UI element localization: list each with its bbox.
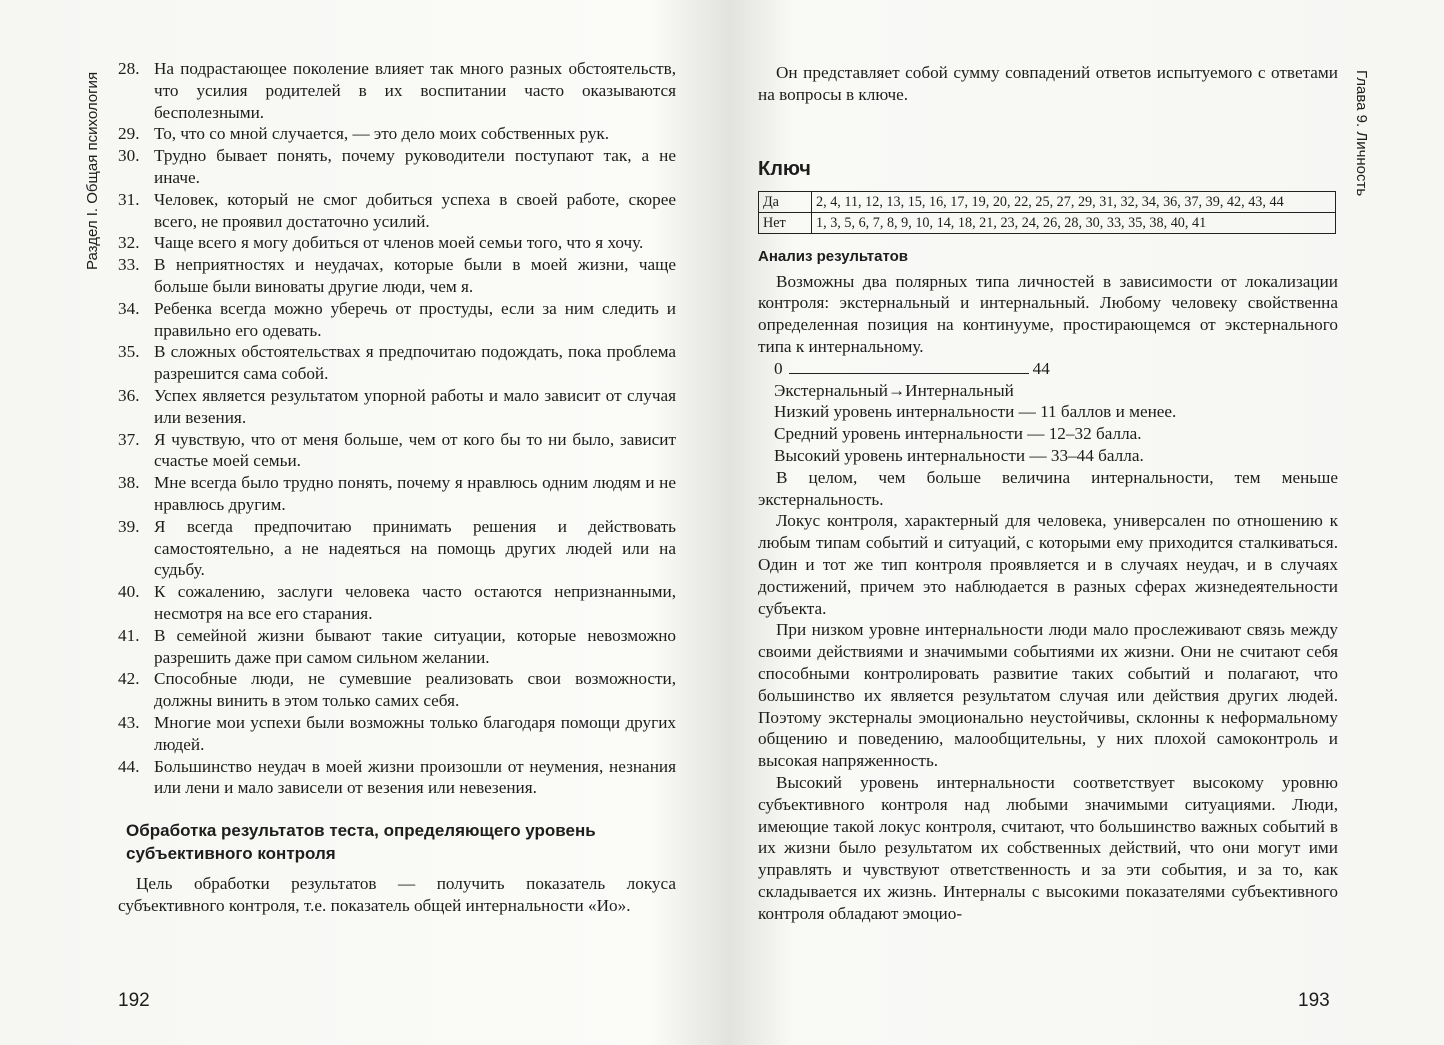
paragraph: Высокий уровень интернальности соответствует высокому уровню субъективного контроля над любыми значимыми ситуациями. Люди, имеющие такой локус контроля, считают, что большинство важных событий в их жизни было результатом их собственных действий, что они могут ими управлять и чувствуют ответственность и за эти события, и за то, как складывается их жизнь. Интерналы с высокими показателями субъективного контроля обладают эмоцио- bbox=[758, 772, 1338, 923]
key-label: Нет bbox=[759, 212, 812, 233]
paragraph: В целом, чем больше величина интернальности, тем меньше экстернальность. bbox=[758, 467, 1338, 509]
question-list bbox=[118, 58, 676, 799]
scale-line bbox=[789, 361, 1029, 374]
running-head-text: Глава 9. Личность bbox=[1353, 70, 1370, 197]
page-number: 192 bbox=[118, 990, 150, 1011]
question-item bbox=[118, 581, 676, 625]
question-number: 39. bbox=[118, 516, 140, 536]
left-text-column bbox=[118, 58, 676, 917]
question-item bbox=[118, 254, 676, 298]
question-number: 28. bbox=[118, 59, 140, 78]
question-number: 30. bbox=[118, 146, 140, 166]
question-number: 37. bbox=[118, 429, 140, 449]
question-number: 36. bbox=[118, 385, 140, 405]
analysis-intro: Возможны два полярных типа личностей в зависимости от локализации контроля: экстернальный и интернальный. Любому человеку свойственна определенная позиция на континууме, простирающемся от экстернального типа к интернальному. bbox=[758, 271, 1338, 356]
processing-paragraph: Цель обработки результатов — получить показатель локуса субъективного контроля, т.е. показатель общей интернальности «Ио». bbox=[118, 874, 676, 915]
paragraph: Локус контроля, характерный для человека, универсален по отношению к любым типам событий и ситуаций, с которыми ему приходится сталкиваться. Один и тот же тип контроля проявляется и в случаях неудач, и в случаях достижений, причем это наблюдается в разных сферах жизнедеятельности субъекта. bbox=[758, 511, 1338, 618]
question-item bbox=[118, 189, 676, 233]
key-label: Да bbox=[759, 191, 812, 212]
question-number: 38. bbox=[118, 473, 140, 493]
question-text: В неприятностях и неудачах, которые были в моей жизни, чаще больше были виноваты другие люди, чем я. bbox=[154, 255, 676, 296]
question-text: К сожалению, заслуги человека часто остаются непризнанными, несмотря на все его старания. bbox=[154, 582, 676, 623]
question-text: Трудно бывает понять, почему руководители поступают так, а не иначе. bbox=[154, 146, 676, 187]
question-item bbox=[118, 385, 676, 429]
intro-paragraph: Он представляет собой сумму совпадений ответов испытуемого с ответами на вопросы в ключе. bbox=[758, 63, 1338, 104]
level-low: Низкий уровень интернальности — 11 баллов и менее. bbox=[774, 402, 1177, 422]
key-row-yes bbox=[759, 191, 1336, 212]
question-item bbox=[118, 429, 676, 473]
question-number: 33. bbox=[118, 255, 140, 275]
question-number: 31. bbox=[118, 189, 140, 209]
question-item bbox=[118, 145, 676, 189]
page-number: 193 bbox=[1298, 990, 1330, 1011]
level-high: Высокий уровень интернальности — 33–44 балла. bbox=[774, 445, 1144, 465]
question-item bbox=[118, 756, 676, 800]
question-number: 42. bbox=[118, 669, 140, 689]
question-text: Успех является результатом упорной работы и мало зависит от случая или везения. bbox=[154, 385, 676, 427]
question-text: В сложных обстоятельствах я предпочитаю подождать, пока проблема разрешится сама собой. bbox=[154, 342, 676, 384]
question-text: Мне всегда было трудно понять, почему я нравлюсь одним людям и не нравлюсь другим. bbox=[154, 473, 676, 514]
question-text: В семейной жизни бывают такие ситуации, которые невозможно разрешить даже при самом сильном желании. bbox=[154, 625, 676, 667]
question-item bbox=[118, 232, 676, 254]
question-text: Способные люди, не сумевшие реализовать свои возможности, должны винить в этом только самих себя. bbox=[154, 669, 676, 711]
scale-caption: Экстернальный→Интернальный bbox=[774, 380, 1014, 400]
question-number: 35. bbox=[118, 342, 140, 362]
question-text: Я чувствую, что от меня больше, чем от кого бы то ни было, зависит счастье моей семьи. bbox=[154, 429, 676, 471]
processing-heading: Обработка результатов теста, определяющего уровень субъективного контроля bbox=[126, 821, 596, 864]
question-item bbox=[118, 516, 676, 581]
question-text: Я всегда предпочитаю принимать решения и действовать самостоятельно, а не надеяться на помощь других людей или на судьбу. bbox=[154, 516, 676, 580]
key-row-no bbox=[759, 212, 1336, 233]
level-mid: Средний уровень интернальности — 12–32 балла. bbox=[774, 424, 1142, 444]
question-text: Большинство неудач в моей жизни произошли от неумения, незнания или лени и мало зависели от везения или невезения. bbox=[154, 756, 676, 798]
question-item bbox=[118, 341, 676, 385]
question-text: Ребенка всегда можно уберечь от простуды, если за ним следить и правильно его одевать. bbox=[154, 298, 676, 340]
question-text: На подрастающее поколение влияет так много разных обстоятельств, что усилия родителей в их воспитании часто оказываются бесполезными. bbox=[154, 59, 676, 122]
question-text: Чаще всего я могу добиться от членов моей семьи того, что я хочу. bbox=[154, 233, 644, 253]
question-item bbox=[118, 712, 676, 756]
question-text: Человек, который не смог добиться успеха в своей работе, скорее всего, не проявил достаточно усилий. bbox=[154, 189, 676, 231]
question-number: 44. bbox=[118, 756, 140, 776]
question-number: 32. bbox=[118, 233, 140, 253]
question-number: 41. bbox=[118, 625, 140, 645]
question-item bbox=[118, 668, 676, 712]
scale-min: 0 bbox=[774, 358, 783, 378]
analysis-heading: Анализ результатов bbox=[758, 247, 908, 265]
question-item bbox=[118, 472, 676, 516]
key-values: 2, 4, 11, 12, 13, 15, 16, 17, 19, 20, 22, 25, 27, 29, 31, 32, 34, 36, 37, 39, 42, 43, 44 bbox=[812, 191, 1336, 212]
right-page bbox=[722, 0, 1444, 1045]
question-number: 43. bbox=[118, 712, 140, 732]
question-item bbox=[118, 625, 676, 669]
question-item bbox=[118, 298, 676, 342]
key-table bbox=[758, 191, 1336, 234]
question-number: 34. bbox=[118, 298, 140, 318]
question-number: 40. bbox=[118, 582, 140, 602]
key-values: 1, 3, 5, 6, 7, 8, 9, 10, 14, 18, 21, 23, 24, 26, 28, 30, 33, 35, 38, 40, 41 bbox=[812, 212, 1336, 233]
question-number: 29. bbox=[118, 124, 140, 144]
running-head-text: Раздел I. Общая психология bbox=[84, 71, 101, 270]
question-text: То, что со мной случается, — это дело моих собственных рук. bbox=[154, 124, 610, 144]
question-text: Многие мои успехи были возможны только благодаря помощи других людей. bbox=[154, 712, 676, 754]
right-text-column bbox=[758, 62, 1338, 925]
key-heading: Ключ bbox=[758, 157, 811, 180]
question-item bbox=[118, 123, 676, 145]
scale-line-row bbox=[774, 358, 1338, 380]
paragraph: При низком уровне интернальности люди мало прослеживают связь между своими действиями и значимыми событиями их жизни. Они не считают себя способными контролировать развитие таких событий и полагают, что большинство их является результатом случая или действия других людей. Поэтому экстерналы эмоционально неустойчивы, склонны к неформальному общению и поведению, малообщительны, у них плохой самоконтроль и высокая напряженность. bbox=[758, 620, 1338, 771]
scale-max: 44 bbox=[1032, 358, 1050, 378]
question-item bbox=[118, 58, 676, 123]
